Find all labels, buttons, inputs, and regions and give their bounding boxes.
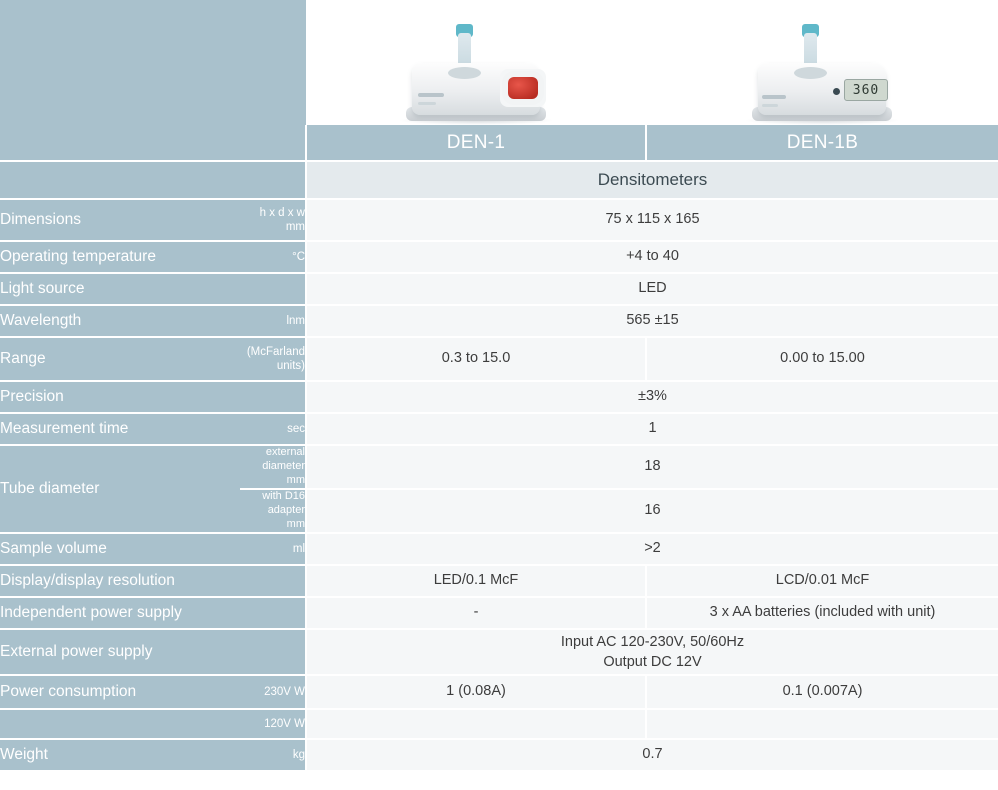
row-label-external-power: External power supply [0,629,240,675]
row-unit-operating-temperature: °C [240,241,306,273]
external-power-line-1: Input AC 120-230V, 50/60Hz [560,633,745,650]
row-unit-external-power [240,629,306,675]
row-label-tube-diameter: Tube diameter [0,445,240,533]
row-value-independent-power-den1b: 3 x AA batteries (included with unit) [646,597,998,629]
row-unit-dimensions [240,199,306,241]
row-label-weight: Weight [0,739,240,771]
row-value-wavelength: 565 ±15 [306,305,998,337]
product-name-row [0,125,998,161]
table-row [0,445,998,489]
table-row [0,305,998,337]
corner-cell-2 [0,161,306,199]
table-row [0,565,998,597]
unit-line-2: mm [286,473,305,486]
table-row [0,597,998,629]
row-value-display-den1: LED/0.1 McF [306,565,646,597]
table-row [0,739,998,771]
row-unit-sample-volume: ml [240,533,306,565]
unit-line-2: mm [285,221,305,233]
row-value-weight: 0.7 [306,739,998,771]
row-value-operating-temperature: +4 to 40 [306,241,998,273]
corner-cell [0,125,306,161]
row-unit-precision [240,381,306,413]
row-unit-wavelength: lnm [240,305,306,337]
row-value-power-120v-den1 [306,709,646,739]
den1b-display-value: 360 [844,79,888,101]
row-value-sample-volume: >2 [306,533,998,565]
product-image-den1b [646,0,998,125]
row-unit-weight: kg [240,739,306,771]
row-label-wavelength: Wavelength [0,305,240,337]
row-label-display-resolution: Display/display resolution [0,565,240,597]
row-label-light-source: Light source [0,273,240,305]
densitometer-den1-illustration [396,7,556,125]
row-value-range-den1: 0.3 to 15.0 [306,337,646,381]
row-unit-light-source [240,273,306,305]
row-value-light-source: LED [306,273,998,305]
external-power-line-2: Output DC 12V [603,654,702,670]
row-label-power-consumption: Power consumption [0,675,240,709]
row-label-operating-temperature: Operating temperature [0,241,240,273]
row-unit-tube-external [240,445,306,489]
row-label-power-120v-blank [0,709,240,739]
row-value-power-120v-den1b [646,709,998,739]
unit-line-1: with D16 adapter [262,490,305,517]
table-row [0,337,998,381]
table-row [0,413,998,445]
row-label-precision: Precision [0,381,240,413]
unit-line-1: (McFarland [246,345,305,358]
row-value-dimensions: 75 x 115 x 165 [306,199,998,241]
row-value-external-power [306,629,998,675]
table-row [0,629,998,675]
row-unit-power-120v: 120V W [240,709,306,739]
image-band-left [0,0,306,125]
row-label-range: Range [0,337,240,381]
densitometer-den1b-illustration [742,7,902,125]
product-image-den1 [306,0,646,125]
row-unit-power-230v: 230V W [240,675,306,709]
row-value-display-den1b: LCD/0.01 McF [646,565,998,597]
unit-line-2: units) [276,360,305,372]
row-value-precision: ±3% [306,381,998,413]
row-unit-display-resolution [240,565,306,597]
product-name-den1: DEN-1 [306,125,646,161]
unit-line-2: mm [286,517,305,530]
row-value-measurement-time: 1 [306,413,998,445]
row-value-range-den1b: 0.00 to 15.00 [646,337,998,381]
row-label-dimensions: Dimensions [0,199,240,241]
row-label-sample-volume: Sample volume [0,533,240,565]
table-row [0,199,998,241]
table-row [0,273,998,305]
table-row [0,241,998,273]
table-row [0,709,998,739]
row-value-tube-external: 18 [306,445,998,489]
row-value-independent-power-den1: - [306,597,646,629]
row-label-independent-power: Independent power supply [0,597,240,629]
product-image-row [0,0,998,125]
row-label-measurement-time: Measurement time [0,413,240,445]
row-value-power-230v-den1: 1 (0.08A) [306,675,646,709]
category-label: Densitometers [306,161,998,199]
row-unit-measurement-time: sec [240,413,306,445]
table-row [0,533,998,565]
product-name-den1b: DEN-1B [646,125,998,161]
row-unit-independent-power [240,597,306,629]
row-value-power-230v-den1b: 0.1 (0.007A) [646,675,998,709]
row-unit-range [240,337,306,381]
unit-line-1: external diameter [262,446,305,473]
table-row [0,381,998,413]
table-row [0,675,998,709]
unit-line-1: h x d x w [259,206,305,219]
category-row [0,161,998,199]
row-value-tube-adapter: 16 [306,489,998,533]
row-unit-tube-adapter [240,489,306,533]
